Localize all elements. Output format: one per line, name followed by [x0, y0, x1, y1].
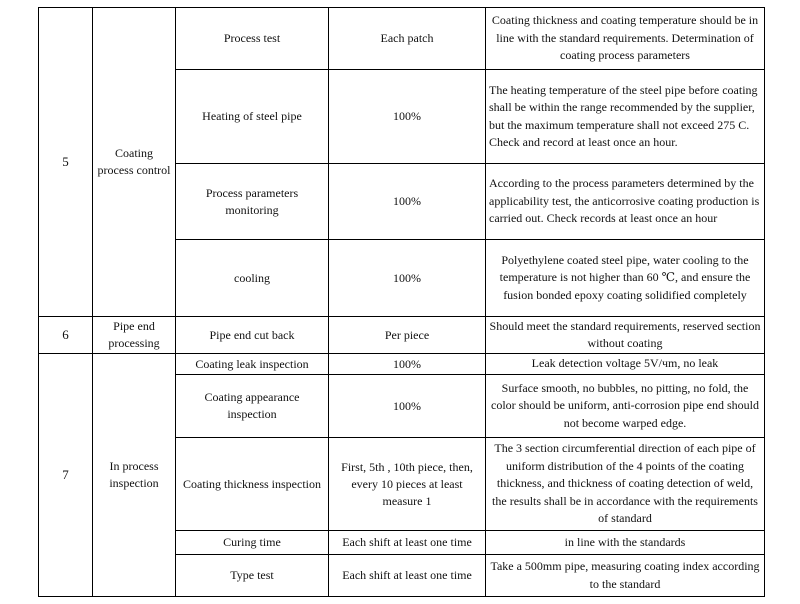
inspection-item: Type test [176, 555, 329, 597]
section-category: In process inspection [93, 354, 176, 597]
inspection-item: Curing time [176, 531, 329, 555]
inspection-item: Pipe end cut back [176, 317, 329, 354]
section-number: 5 [39, 8, 93, 317]
inspection-requirement: Should meet the standard requirements, reserved section without coating [486, 317, 765, 354]
inspection-frequency: First, 5th , 10th piece, then, every 10 pieces at least measure 1 [329, 438, 486, 531]
inspection-item: Process parameters monitoring [176, 164, 329, 240]
inspection-frequency: Each shift at least one time [329, 555, 486, 597]
inspection-item: Process test [176, 8, 329, 70]
section-category: Pipe end processing [93, 317, 176, 354]
inspection-requirement: Take a 500mm pipe, measuring coating index according to the standard [486, 555, 765, 597]
inspection-requirement: Coating thickness and coating temperature should be in line with the standard requirements. Determination of coating process parameters [486, 8, 765, 70]
table-row [39, 317, 765, 354]
inspection-requirement: The heating temperature of the steel pipe before coating shall be within the range recommended by the supplier, but the maximum temperature shall not exceed 275 C. Check and record at least once an hour. [486, 70, 765, 164]
inspection-frequency: 100% [329, 354, 486, 375]
table-row [39, 354, 765, 375]
inspection-item: Coating appearance inspection [176, 375, 329, 438]
inspection-frequency: 100% [329, 375, 486, 438]
inspection-item: cooling [176, 240, 329, 317]
inspection-requirement: Leak detection voltage 5V/чm, no leak [486, 354, 765, 375]
inspection-frequency: Per piece [329, 317, 486, 354]
inspection-requirement: According to the process parameters determined by the applicability test, the anticorrosive coating production is carried out. Check records at least once an hour [486, 164, 765, 240]
inspection-frequency: Each patch [329, 8, 486, 70]
inspection-spec-table [38, 7, 765, 597]
inspection-item: Coating thickness inspection [176, 438, 329, 531]
inspection-frequency: 100% [329, 164, 486, 240]
inspection-requirement: The 3 section circumferential direction of each pipe of uniform distribution of the 4 points of the coating thickness, and thickness of coating detection of weld, the results shall be in accordance with the requirements of standard [486, 438, 765, 531]
inspection-item: Heating of steel pipe [176, 70, 329, 164]
table-row [39, 8, 765, 70]
inspection-item: Coating leak inspection [176, 354, 329, 375]
inspection-frequency: 100% [329, 240, 486, 317]
inspection-frequency: 100% [329, 70, 486, 164]
inspection-frequency: Each shift at least one time [329, 531, 486, 555]
section-number: 7 [39, 354, 93, 597]
inspection-requirement: Polyethylene coated steel pipe, water cooling to the temperature is not higher than 60 ℃, and ensure the fusion bonded epoxy coating solidified completely [486, 240, 765, 317]
section-number: 6 [39, 317, 93, 354]
section-category: Coating process control [93, 8, 176, 317]
inspection-requirement: Surface smooth, no bubbles, no pitting, no fold, the color should be uniform, anti-corrosion pipe end should not become warped edge. [486, 375, 765, 438]
inspection-requirement: in line with the standards [486, 531, 765, 555]
